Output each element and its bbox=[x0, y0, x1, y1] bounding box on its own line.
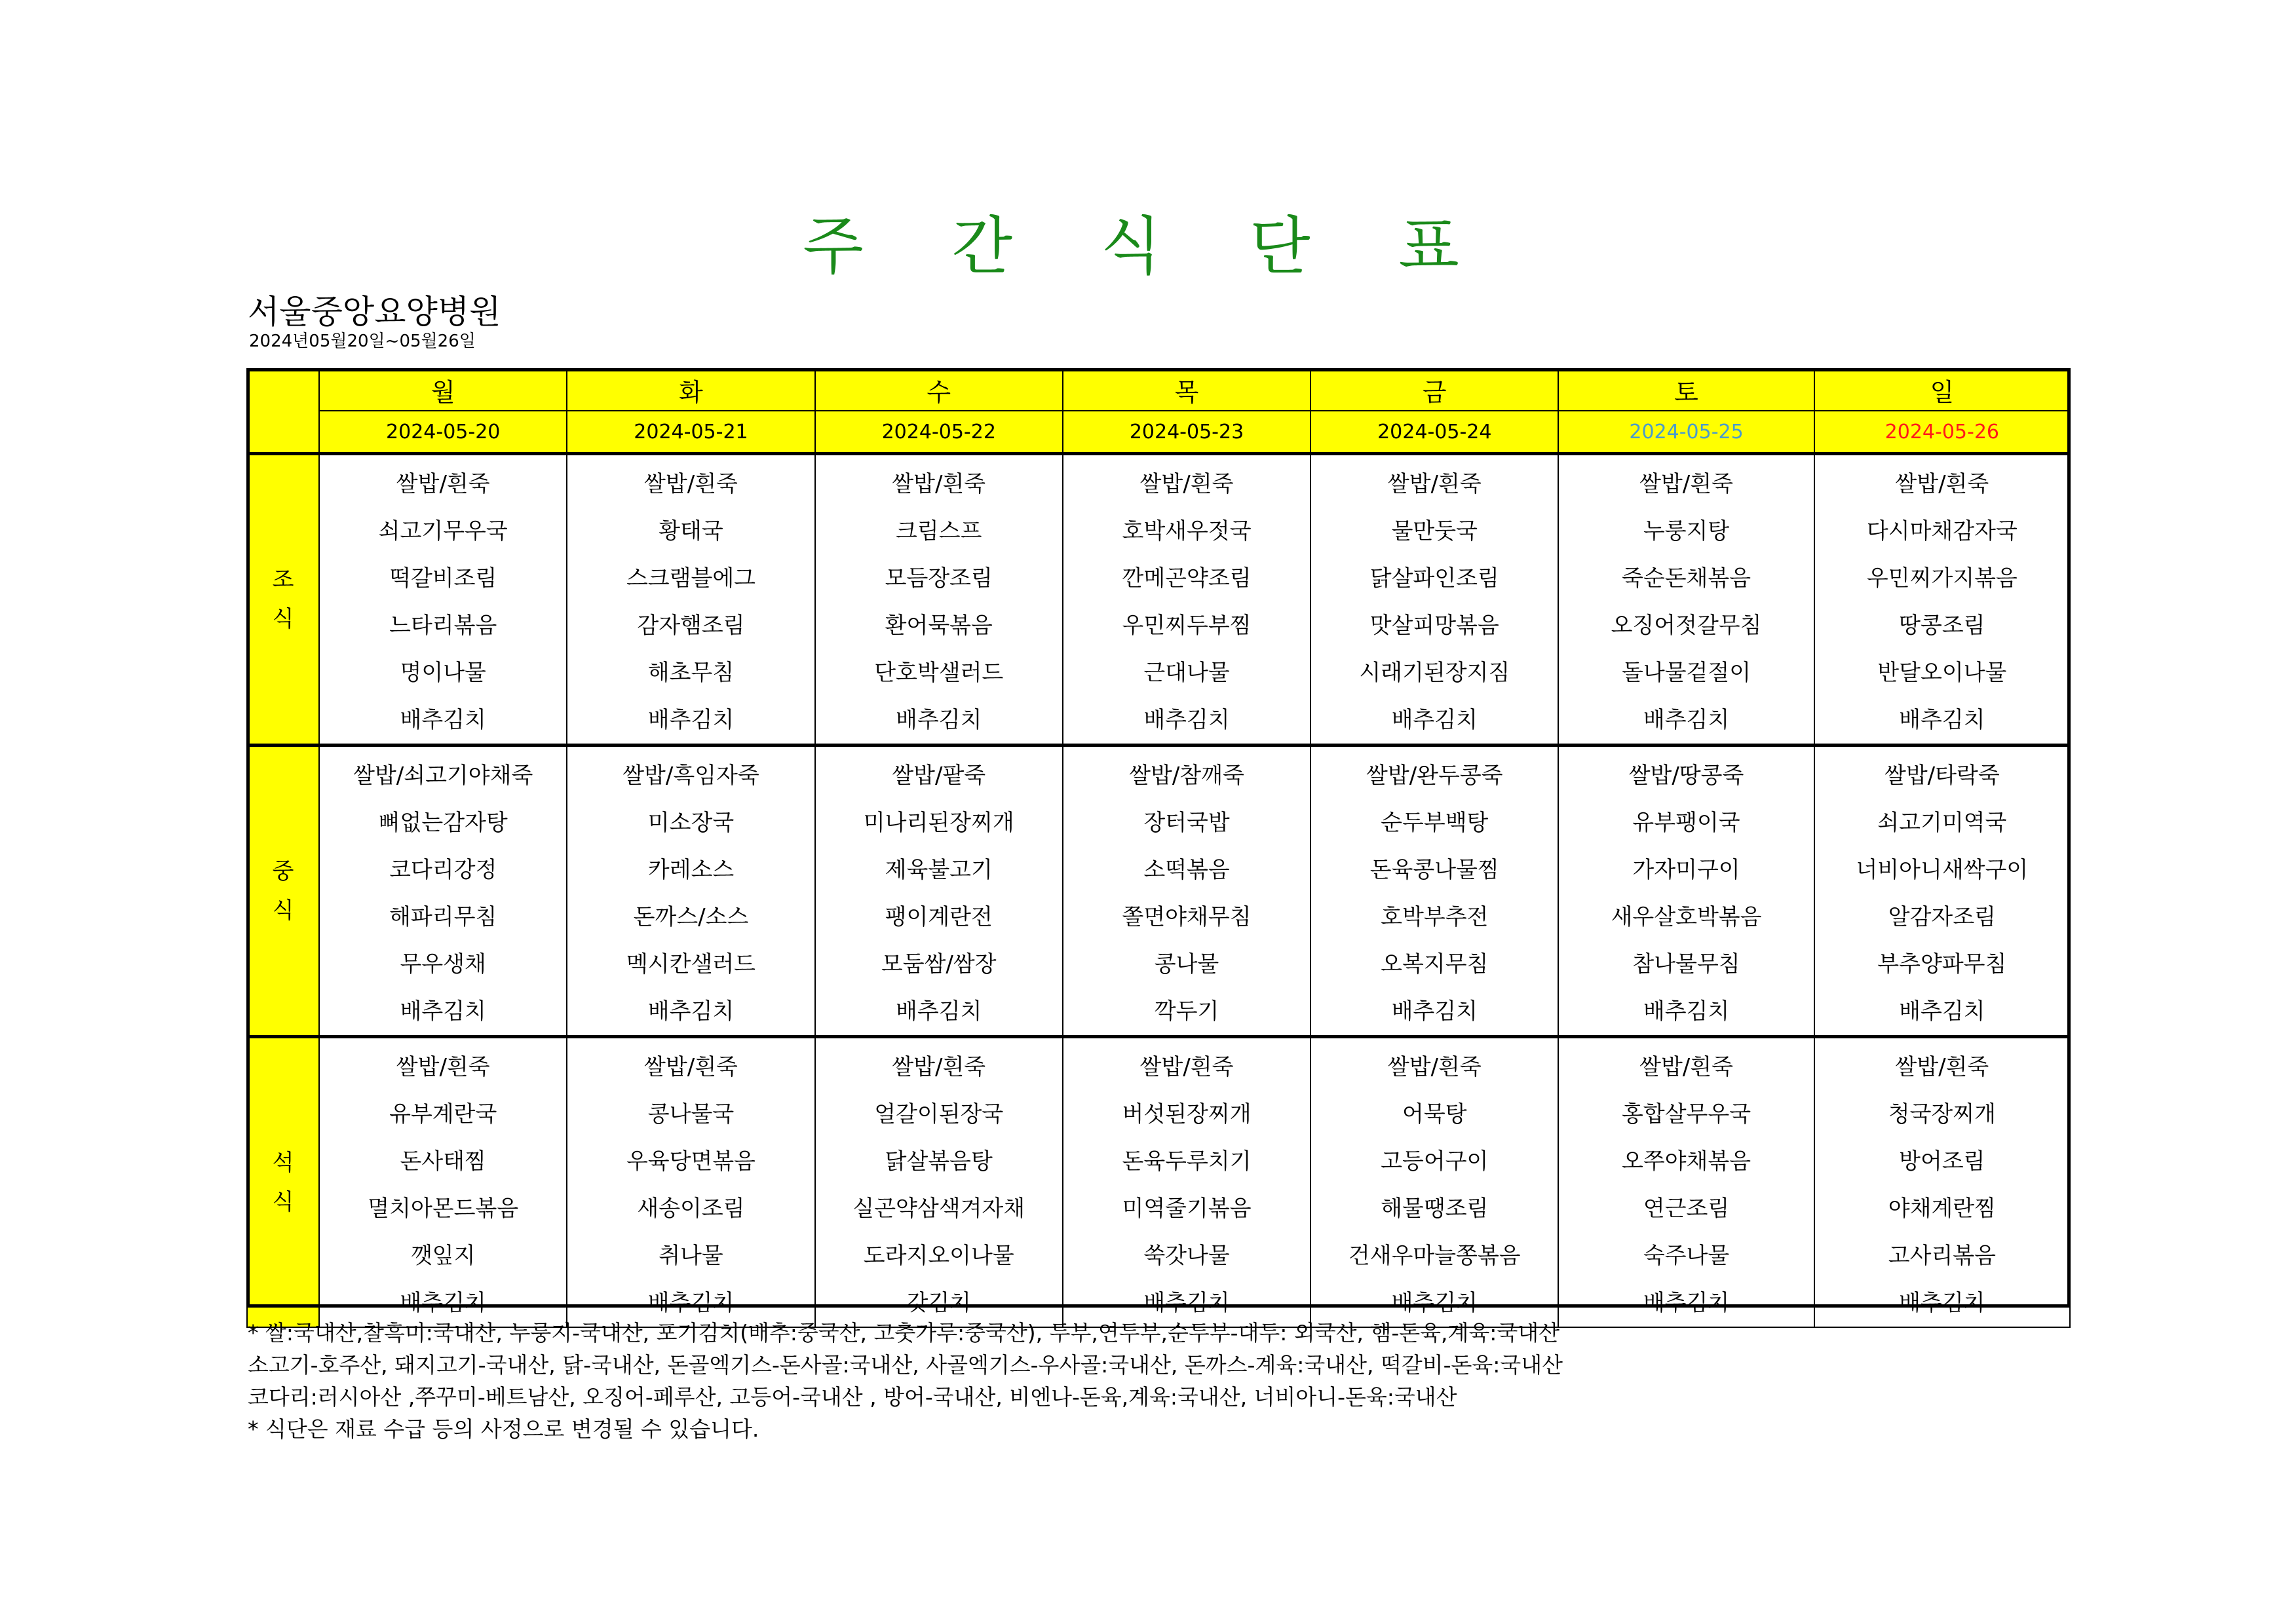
dinner-thu bbox=[1063, 1037, 1311, 1328]
menu-item: 닭살볶음탕 bbox=[885, 1148, 993, 1175]
menu-item: 배추김치 bbox=[896, 998, 982, 1025]
menu-item: 쌀밥/흑임자죽 bbox=[622, 763, 759, 789]
menu-item: 깐메곤약조림 bbox=[1122, 565, 1252, 592]
breakfast-thu bbox=[1063, 454, 1311, 746]
menu-item: 실곤약삼색겨자채 bbox=[852, 1196, 1025, 1222]
menu-item: 명이나물 bbox=[400, 660, 486, 686]
date-sat: 2024-05-25 bbox=[1558, 411, 1814, 454]
menu-item: 방어조림 bbox=[1899, 1148, 1985, 1175]
note-origin-3: 코다리:러시아산 ,쭈꾸미-베트남산, 오징어-페루산, 고등어-국내산 , 방어-국내산, 비엔나-돈육,계육:국내산, 너비아니-돈육:국내산 bbox=[248, 1384, 1457, 1410]
menu-item: 돌나물겉절이 bbox=[1622, 660, 1751, 686]
menu-item: 쌀밥/흰죽 bbox=[644, 471, 738, 497]
day-header-sat: 토 bbox=[1558, 369, 1814, 411]
breakfast-row bbox=[247, 454, 2070, 746]
menu-item: 배추김치 bbox=[647, 998, 735, 1025]
menu-item: 팽이계란전 bbox=[885, 904, 993, 930]
menu-item: 반달오이나물 bbox=[1877, 660, 2007, 686]
dinner-sun bbox=[1814, 1037, 2070, 1328]
menu-item: 다시마채감자국 bbox=[1866, 518, 2018, 544]
menu-item: 우민찌두부찜 bbox=[1122, 613, 1252, 639]
menu-item: 장터국밥 bbox=[1143, 810, 1230, 836]
menu-item: 오쭈야채볶음 bbox=[1622, 1148, 1751, 1175]
day-header-row bbox=[247, 369, 2070, 411]
menu-item: 돈육콩나물찜 bbox=[1369, 857, 1499, 883]
menu-item: 무우생채 bbox=[400, 951, 486, 977]
breakfast-wed bbox=[815, 454, 1063, 746]
menu-item: 쌀밥/흰죽 bbox=[1387, 471, 1482, 497]
dinner-tue bbox=[567, 1037, 814, 1328]
menu-item: 배추김치 bbox=[1391, 1290, 1478, 1316]
menu-item: 쌀밥/흰죽 bbox=[396, 1054, 490, 1080]
menu-item: 우육당면볶음 bbox=[626, 1148, 756, 1175]
menu-item: 배추김치 bbox=[647, 707, 735, 733]
menu-item: 미역줄기볶음 bbox=[1122, 1196, 1252, 1222]
menu-item: 도라지오이나물 bbox=[863, 1243, 1014, 1269]
dinner-label: 석 식 bbox=[247, 1037, 319, 1328]
menu-item: 배추김치 bbox=[1391, 998, 1478, 1025]
menu-item: 쌀밥/흰죽 bbox=[1895, 1054, 1989, 1080]
dinner-wed bbox=[815, 1037, 1063, 1328]
menu-item: 맛살피망볶음 bbox=[1369, 613, 1499, 639]
breakfast-tue bbox=[567, 454, 814, 746]
menu-item: 닭살파인조림 bbox=[1369, 565, 1499, 592]
menu-item: 소떡볶음 bbox=[1143, 857, 1230, 883]
menu-item: 멕시칸샐러드 bbox=[626, 951, 756, 977]
menu-item: 배추김치 bbox=[1643, 707, 1730, 733]
day-header-fri: 금 bbox=[1311, 369, 1558, 411]
menu-item: 스크램블에그 bbox=[626, 565, 756, 592]
menu-item: 야채계란찜 bbox=[1888, 1196, 1996, 1222]
menu-item: 쌀밥/흰죽 bbox=[644, 1054, 738, 1080]
breakfast-label: 조 식 bbox=[247, 454, 319, 746]
menu-item: 배추김치 bbox=[1643, 998, 1730, 1025]
menu-item: 환어묵볶음 bbox=[885, 613, 993, 639]
menu-item: 떡갈비조림 bbox=[389, 565, 497, 592]
lunch-row bbox=[247, 746, 2070, 1037]
menu-item: 배추김치 bbox=[1143, 707, 1230, 733]
lunch-thu bbox=[1063, 746, 1311, 1037]
day-header-thu: 목 bbox=[1063, 369, 1311, 411]
menu-item: 알감자조림 bbox=[1888, 904, 1996, 930]
menu-item: 배추김치 bbox=[647, 1290, 735, 1316]
menu-item: 단호박샐러드 bbox=[874, 660, 1004, 686]
menu-item: 쌀밥/흰죽 bbox=[396, 471, 490, 497]
menu-item: 쌀밥/흰죽 bbox=[1639, 1054, 1733, 1080]
menu-item: 미나리된장찌개 bbox=[863, 810, 1014, 836]
dinner-fri bbox=[1311, 1037, 1558, 1328]
menu-item: 뼈없는감자탕 bbox=[378, 810, 508, 836]
breakfast-fri bbox=[1311, 454, 1558, 746]
note-origin-2: 소고기-호주산, 돼지고기-국내산, 닭-국내산, 돈골엑기스-돈사골:국내산, 사골엑기스-우사골:국내산, 돈까스-계육:국내산, 떡갈비-돈육:국내산 bbox=[248, 1352, 1563, 1378]
menu-item: 취나물 bbox=[659, 1243, 723, 1269]
date-thu: 2024-05-23 bbox=[1063, 411, 1311, 454]
lunch-sat bbox=[1558, 746, 1814, 1037]
menu-item: 시래기된장지짐 bbox=[1359, 660, 1510, 686]
page-title: 주 간 식 단 표 bbox=[803, 210, 1493, 283]
menu-item: 콩나물국 bbox=[647, 1101, 735, 1127]
day-header-tue: 화 bbox=[567, 369, 814, 411]
menu-item: 모듬장조림 bbox=[885, 565, 993, 592]
menu-item: 카레소스 bbox=[647, 857, 735, 883]
menu-item: 황태국 bbox=[659, 518, 723, 544]
menu-item: 쌀밥/흰죽 bbox=[1387, 1054, 1482, 1080]
menu-item: 감자햄조림 bbox=[637, 613, 745, 639]
menu-item: 갓김치 bbox=[906, 1290, 972, 1316]
menu-item: 깍두기 bbox=[1154, 998, 1219, 1025]
menu-item: 오징어젓갈무침 bbox=[1611, 613, 1762, 639]
weekly-menu-table bbox=[246, 368, 2071, 1328]
menu-item: 쌀밥/흰죽 bbox=[1139, 471, 1234, 497]
breakfast-sat bbox=[1558, 454, 1814, 746]
menu-item: 쌀밥/타락죽 bbox=[1884, 763, 2000, 789]
menu-item: 땅콩조림 bbox=[1899, 613, 1985, 639]
menu-item: 미소장국 bbox=[647, 810, 735, 836]
menu-item: 모둠쌈/쌈장 bbox=[881, 951, 997, 977]
date-mon: 2024-05-20 bbox=[319, 411, 567, 454]
lunch-mon bbox=[319, 746, 567, 1037]
menu-item: 배추김치 bbox=[1899, 998, 1985, 1025]
menu-item: 해물땡조림 bbox=[1381, 1196, 1489, 1222]
menu-item: 배추김치 bbox=[400, 1290, 486, 1316]
note-disclaimer: * 식단은 재료 수급 등의 사정으로 변경될 수 있습니다. bbox=[248, 1416, 759, 1442]
menu-item: 버섯된장찌개 bbox=[1122, 1101, 1252, 1127]
lunch-wed bbox=[815, 746, 1063, 1037]
menu-item: 새송이조림 bbox=[637, 1196, 745, 1222]
menu-item: 부추양파무침 bbox=[1877, 951, 2007, 977]
breakfast-sun bbox=[1814, 454, 2070, 746]
menu-item: 배추김치 bbox=[1143, 1290, 1230, 1316]
note-origin-1: * 쌀:국내산,찰흑미:국내산, 누룽지-국내산, 포기김치(배추:중국산, 고춧가루:중국산), 두부,연두부,순두부-대두: 외국산, 햄-돈육,계육:국내산 bbox=[248, 1320, 1560, 1346]
menu-item: 배추김치 bbox=[400, 998, 486, 1025]
menu-item: 쇠고기미역국 bbox=[1877, 810, 2007, 836]
menu-item: 쌀밥/흰죽 bbox=[1639, 471, 1733, 497]
menu-item: 돈까스/소스 bbox=[633, 904, 749, 930]
breakfast-mon bbox=[319, 454, 567, 746]
menu-period: 2024년05월20일~05월26일 bbox=[249, 331, 476, 351]
date-sun: 2024-05-26 bbox=[1814, 411, 2070, 454]
menu-item: 참나물무침 bbox=[1632, 951, 1740, 977]
menu-item: 배추김치 bbox=[896, 707, 982, 733]
menu-item: 쌀밥/흰죽 bbox=[892, 471, 986, 497]
day-header-wed: 수 bbox=[815, 369, 1063, 411]
menu-item: 호박부추전 bbox=[1381, 904, 1489, 930]
menu-item: 연근조림 bbox=[1643, 1196, 1730, 1222]
date-fri: 2024-05-24 bbox=[1311, 411, 1558, 454]
menu-item: 물만둣국 bbox=[1391, 518, 1478, 544]
menu-item: 쌀밥/참깨죽 bbox=[1129, 763, 1244, 789]
menu-item: 코다리강정 bbox=[389, 857, 497, 883]
menu-item: 쌀밥/흰죽 bbox=[892, 1054, 986, 1080]
menu-item: 배추김치 bbox=[1391, 707, 1478, 733]
dinner-sat bbox=[1558, 1037, 1814, 1328]
menu-item: 숙주나물 bbox=[1643, 1243, 1730, 1269]
lunch-tue bbox=[567, 746, 814, 1037]
menu-item: 쑥갓나물 bbox=[1143, 1243, 1230, 1269]
menu-item: 고사리볶음 bbox=[1888, 1243, 1996, 1269]
menu-item: 누룽지탕 bbox=[1643, 518, 1730, 544]
menu-item: 얼갈이된장국 bbox=[874, 1101, 1004, 1127]
menu-item: 너비아니새싹구이 bbox=[1856, 857, 2029, 883]
menu-item: 쌀밥/흰죽 bbox=[1895, 471, 1989, 497]
menu-item: 배추김치 bbox=[400, 707, 486, 733]
organization-name: 서울중앙요양병원 bbox=[248, 293, 501, 331]
corner-cell bbox=[247, 369, 319, 454]
date-wed: 2024-05-22 bbox=[815, 411, 1063, 454]
lunch-fri bbox=[1311, 746, 1558, 1037]
menu-item: 쌀밥/쇠고기야채죽 bbox=[353, 763, 533, 789]
menu-item: 콩나물 bbox=[1154, 951, 1219, 977]
menu-item: 크림스프 bbox=[896, 518, 982, 544]
menu-item: 순두부백탕 bbox=[1381, 810, 1489, 836]
menu-item: 돈사태찜 bbox=[400, 1148, 486, 1175]
menu-item: 우민찌가지볶음 bbox=[1866, 565, 2018, 592]
menu-item: 배추김치 bbox=[1899, 707, 1985, 733]
lunch-label: 중 식 bbox=[247, 746, 319, 1037]
date-tue: 2024-05-21 bbox=[567, 411, 814, 454]
menu-item: 어묵탕 bbox=[1402, 1101, 1467, 1127]
menu-item: 배추김치 bbox=[1643, 1290, 1730, 1316]
menu-item: 건새우마늘쫑볶음 bbox=[1348, 1243, 1521, 1269]
menu-item: 쇠고기무우국 bbox=[378, 518, 508, 544]
menu-item: 고등어구이 bbox=[1381, 1148, 1489, 1175]
menu-item: 홍합살무우국 bbox=[1622, 1101, 1751, 1127]
menu-item: 쌀밥/완두콩죽 bbox=[1366, 763, 1503, 789]
menu-item: 유부계란국 bbox=[389, 1101, 497, 1127]
menu-item: 호박새우젓국 bbox=[1122, 518, 1252, 544]
menu-item: 근대나물 bbox=[1143, 660, 1230, 686]
date-header-row bbox=[247, 411, 2070, 454]
menu-item: 오복지무침 bbox=[1381, 951, 1489, 977]
menu-item: 가자미구이 bbox=[1632, 857, 1740, 883]
menu-item: 돈육두루치기 bbox=[1122, 1148, 1252, 1175]
menu-item: 해파리무침 bbox=[389, 904, 497, 930]
dinner-mon bbox=[319, 1037, 567, 1328]
menu-item: 배추김치 bbox=[1899, 1290, 1985, 1316]
lunch-sun bbox=[1814, 746, 2070, 1037]
menu-item: 쌀밥/팥죽 bbox=[892, 763, 986, 789]
menu-item: 새우살호박볶음 bbox=[1611, 904, 1762, 930]
menu-item: 멸치아몬드볶음 bbox=[368, 1196, 519, 1222]
dinner-row bbox=[247, 1037, 2070, 1328]
menu-item: 쌀밥/땅콩죽 bbox=[1628, 763, 1744, 789]
menu-item: 느타리볶음 bbox=[389, 613, 497, 639]
menu-item: 해초무침 bbox=[647, 660, 735, 686]
menu-item: 쫄면야채무침 bbox=[1122, 904, 1252, 930]
menu-item: 유부팽이국 bbox=[1632, 810, 1740, 836]
menu-item: 청국장찌개 bbox=[1888, 1101, 1996, 1127]
menu-item: 죽순돈채볶음 bbox=[1622, 565, 1751, 592]
day-header-sun: 일 bbox=[1814, 369, 2070, 411]
menu-item: 쌀밥/흰죽 bbox=[1139, 1054, 1234, 1080]
menu-item: 깻잎지 bbox=[410, 1243, 476, 1269]
menu-item: 제육불고기 bbox=[885, 857, 993, 883]
notes-section bbox=[248, 1317, 1563, 1445]
day-header-mon: 월 bbox=[319, 369, 567, 411]
